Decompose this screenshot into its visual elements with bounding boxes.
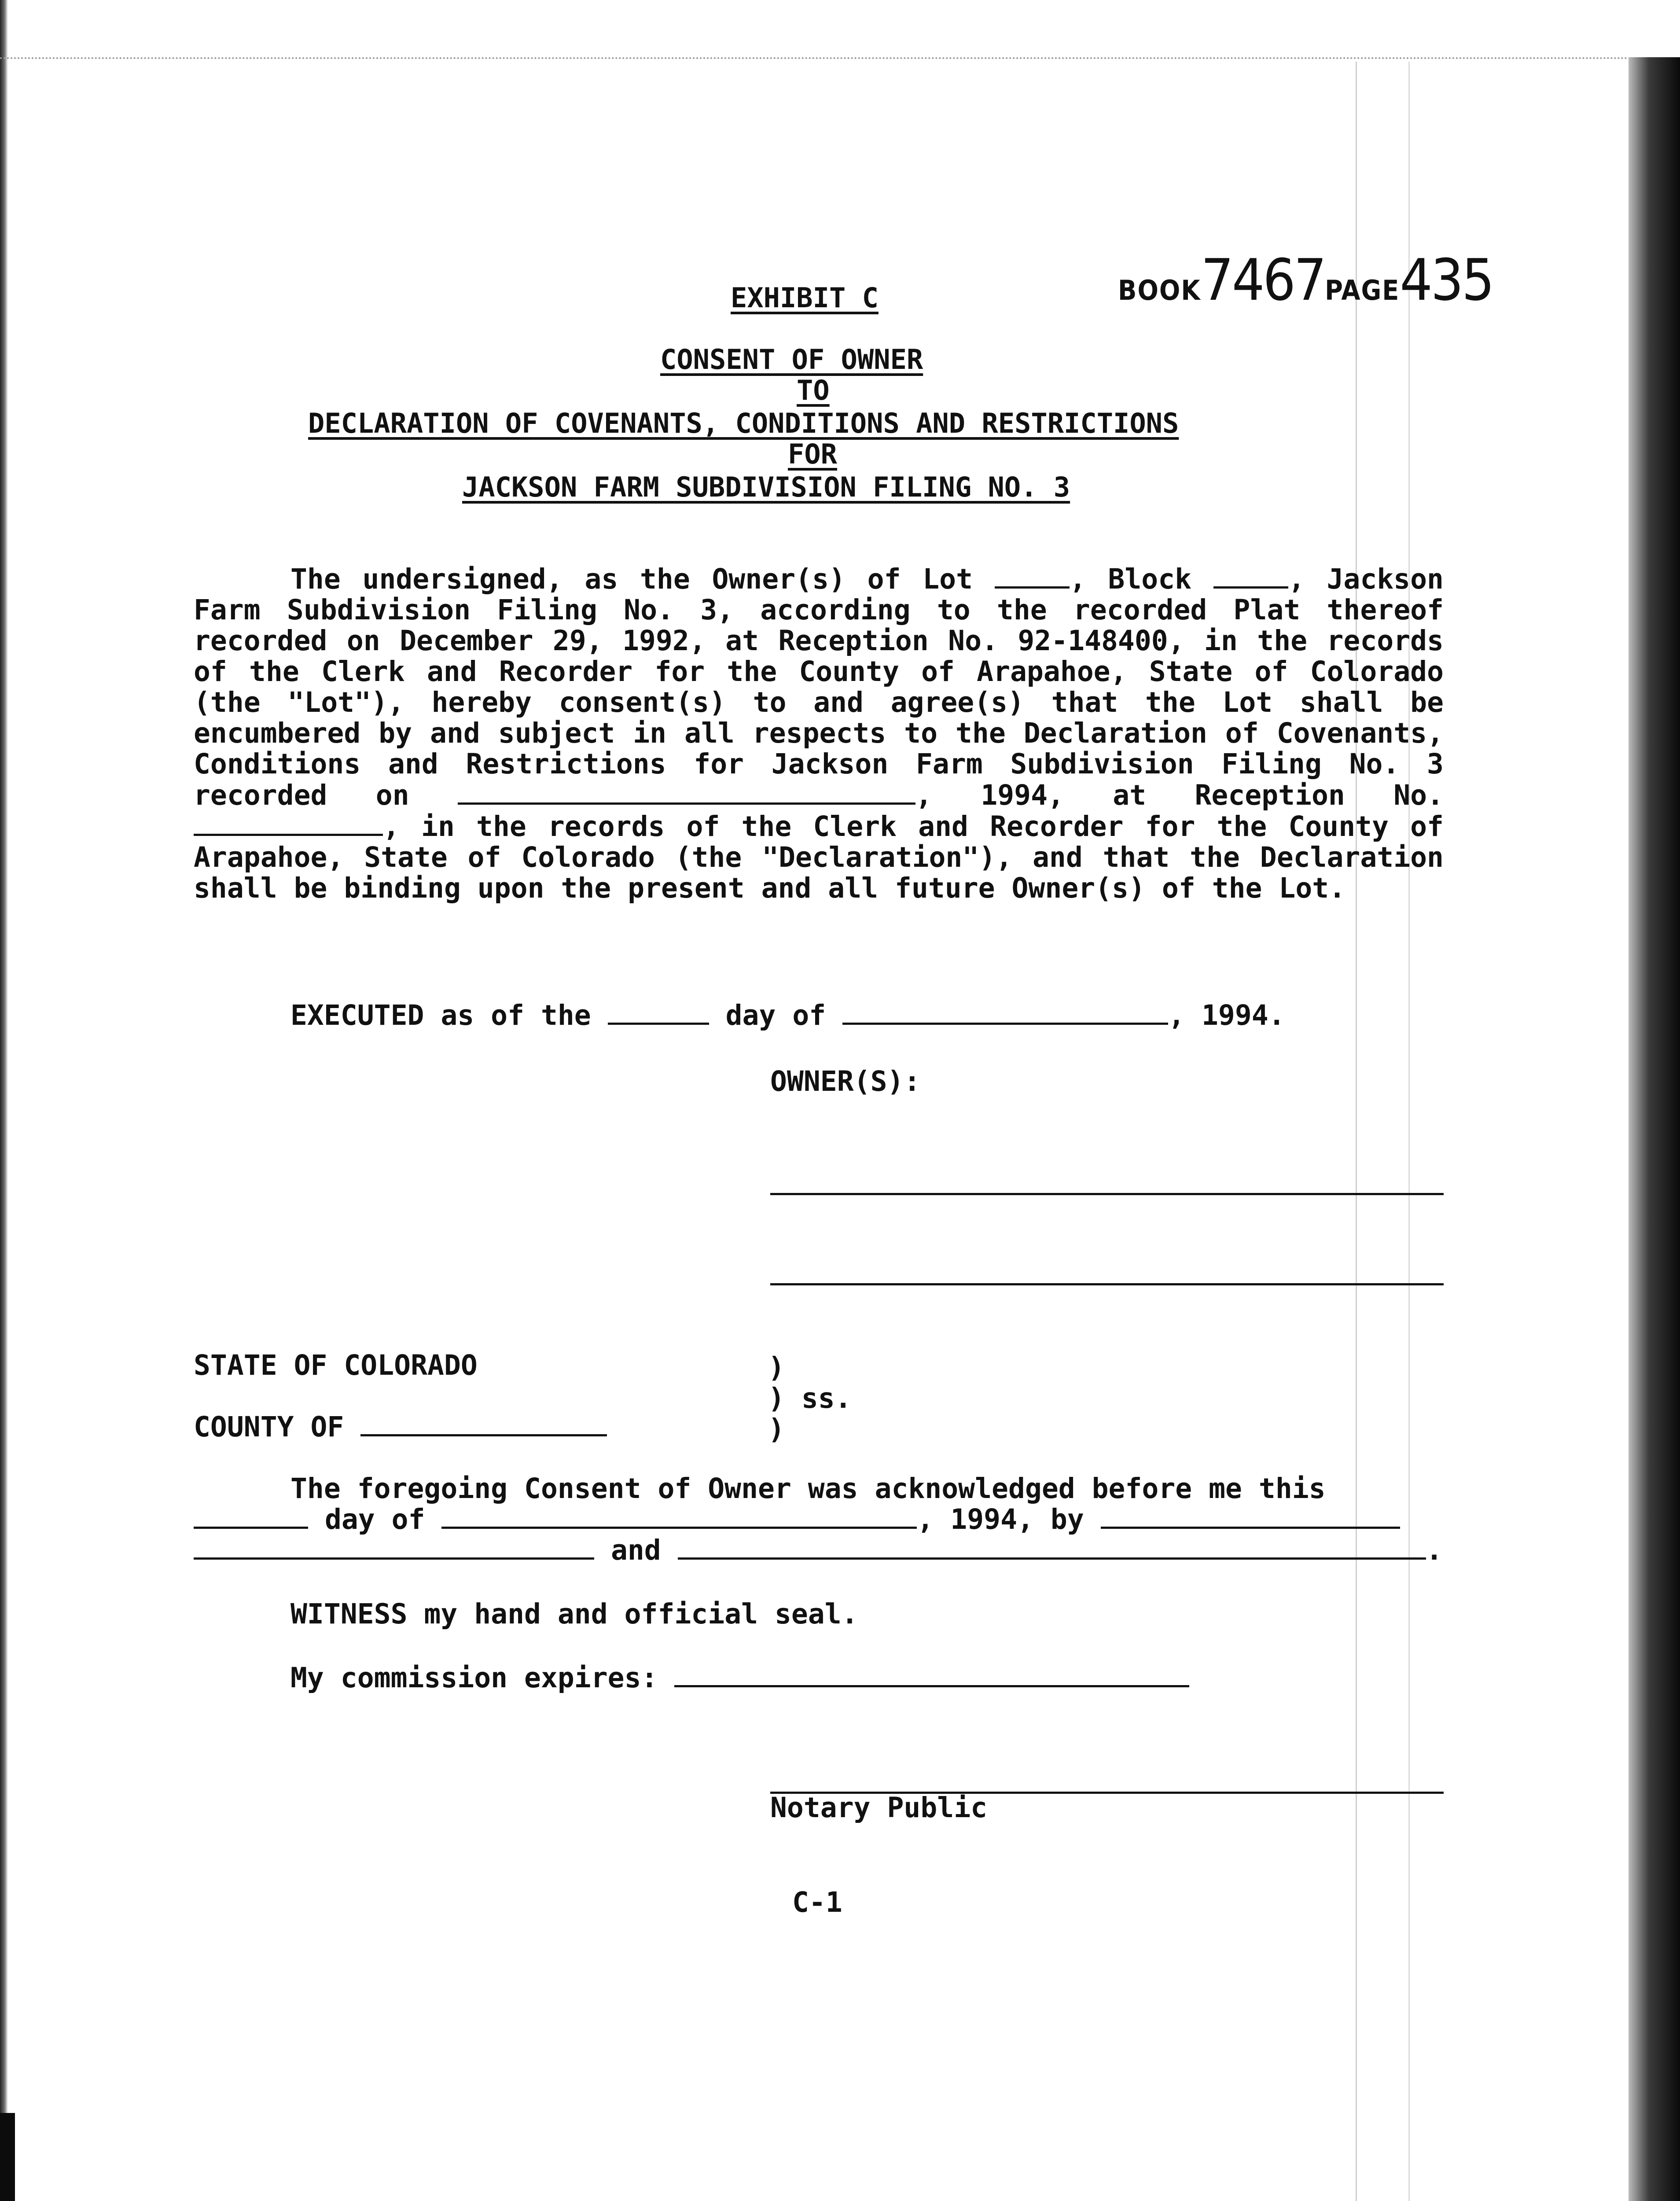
title-line-5: JACKSON FARM SUBDIVISION FILING NO. 3: [462, 471, 1070, 503]
ack-line-2: [194, 1503, 1400, 1535]
page-label: PAGE: [1325, 274, 1400, 306]
para-text-3: , Jackson Farm Subdivision Filing No. 3, according to the recorded Plat thereof recorded on December 29, 1992, at Reception No. 92-148400, in the records of the Clerk and Recorder for the County of Arapahoe, State of Colorado (the "Lot"), hereby consent(s) to and agree(s) that the Lot shall be encumbered by and subject in all respects to the Declaration of Covenants, Conditions and Restrictions for Jackson Farm Subdivision Filing No. 3 recorded on: [194, 563, 1444, 811]
lot-blank[interactable]: [995, 563, 1070, 589]
ack-and: and: [610, 1534, 661, 1566]
owner-signature-line-2[interactable]: [770, 1283, 1444, 1285]
executed-day-of: day of: [725, 999, 826, 1031]
executed-month-blank[interactable]: [842, 1000, 1168, 1025]
title-line-4: FOR: [788, 438, 837, 470]
scan-fold-line: [1408, 62, 1410, 2201]
county-line: [194, 1411, 607, 1443]
page-number: 435: [1400, 247, 1493, 313]
block-blank[interactable]: [1213, 563, 1288, 589]
para-text-2: , Block: [1069, 563, 1192, 595]
commission-label: My commission expires:: [290, 1662, 658, 1694]
witness-line: WITNESS my hand and official seal.: [290, 1598, 858, 1630]
ack-month-blank[interactable]: [441, 1504, 917, 1529]
scan-right-dark-band: [1629, 57, 1680, 2201]
county-label: COUNTY OF: [194, 1411, 344, 1443]
state-label: STATE OF COLORADO: [194, 1349, 478, 1381]
ack-line-3: [194, 1534, 1443, 1566]
ack-name-blank-3[interactable]: [678, 1535, 1426, 1560]
title-line-2: TO: [797, 374, 830, 406]
book-page-stamp: [1118, 247, 1493, 313]
para-text-5: , in the records of the Clerk and Recorder for the County of Arapahoe, State of Colorado (the "Declaration"), and that the Declaration shall be binding upon the present and all future Owner(s) of the Lot.: [194, 810, 1444, 904]
ack-year-by: , 1994, by: [917, 1503, 1084, 1535]
reception-number-blank[interactable]: [194, 811, 383, 836]
recording-date-blank[interactable]: [458, 780, 915, 805]
scan-left-dark-strip: [0, 2113, 15, 2201]
ack-name-blank-1[interactable]: [1101, 1504, 1400, 1529]
county-blank[interactable]: [360, 1411, 607, 1436]
scan-left-edge: [0, 0, 8, 2201]
ack-name-blank-2[interactable]: [194, 1535, 594, 1560]
para-text-1: The undersigned, as the Owner(s) of Lot: [290, 563, 973, 595]
notary-public-label: Notary Public: [770, 1792, 988, 1824]
page-id: C-1: [792, 1886, 842, 1918]
venue-paren-3: ): [768, 1413, 785, 1445]
title-line-1: CONSENT OF OWNER: [660, 343, 923, 375]
ack-day-blank[interactable]: [194, 1504, 308, 1529]
scan-top-noise: [0, 57, 1629, 62]
commission-date-blank[interactable]: [674, 1662, 1189, 1687]
scan-fold-line: [1356, 62, 1357, 2201]
venue-paren-1: ): [768, 1351, 785, 1384]
book-label: BOOK: [1118, 274, 1201, 306]
book-number: 7467: [1201, 247, 1325, 313]
title-line-3: DECLARATION OF COVENANTS, CONDITIONS AND RESTRICTIONS: [308, 407, 1179, 439]
executed-day-blank[interactable]: [608, 1000, 709, 1025]
owners-label: OWNER(S):: [770, 1065, 921, 1097]
ack-period: .: [1426, 1534, 1443, 1566]
para-text-4: , 1994, at Reception No.: [915, 779, 1444, 811]
owner-signature-line-1[interactable]: [770, 1193, 1444, 1195]
consent-paragraph: [194, 563, 1444, 904]
exhibit-title: EXHIBIT C: [731, 282, 879, 314]
ack-day-of: day of: [324, 1503, 425, 1535]
executed-year: , 1994.: [1168, 999, 1285, 1031]
ack-line-1: The foregoing Consent of Owner was acknowledged before me this: [290, 1472, 1326, 1505]
commission-line: [290, 1662, 1189, 1694]
executed-prefix: EXECUTED as of the: [290, 999, 591, 1031]
venue-ss: ) ss.: [768, 1382, 852, 1414]
executed-line: [290, 999, 1285, 1031]
